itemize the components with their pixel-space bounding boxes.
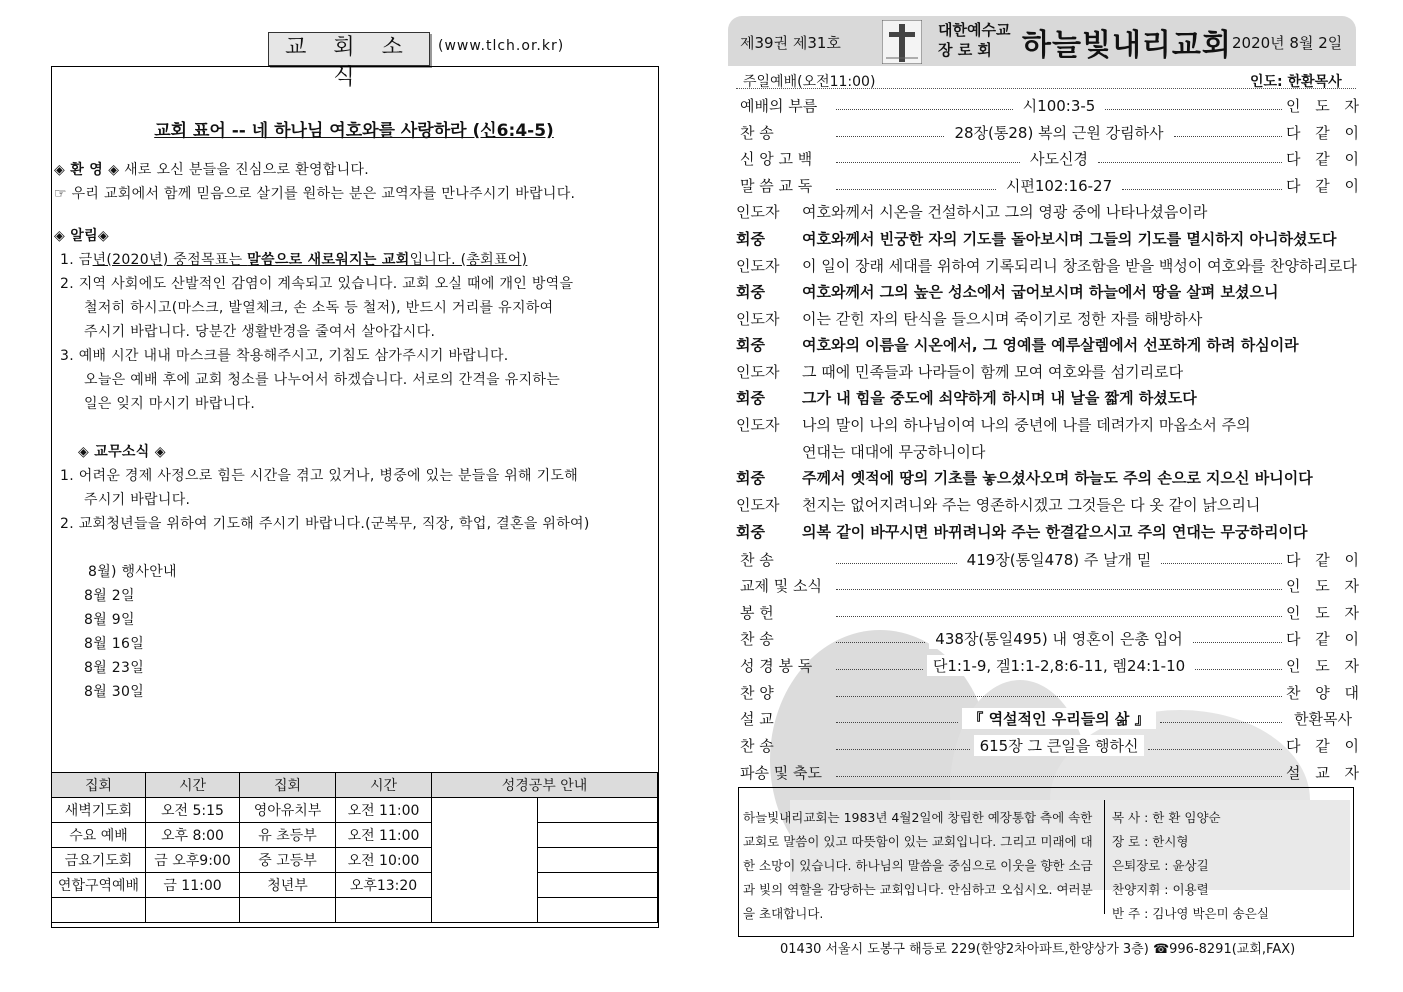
reading-line: 인도자 그 때에 민족들과 나라들이 함께 모여 여호와를 섬기리로다 [736, 363, 1184, 381]
church-motto: 교회 표어 -- 네 하나님 여호와를 사랑하라 (신6:4-5) [154, 121, 554, 141]
notice-3c: 일은 잊지 마시기 바랍니다. [84, 396, 256, 412]
reading-line: 회중 의복 같이 바꾸시면 바뀌려니와 주는 한결같으시고 주의 연대는 무궁하리이다 [736, 523, 1308, 541]
affairs-2: 2. 교회청년들을 위하여 기도해 주시기 바랍니다.(군복무, 직장, 학업, 결혼을 위하여) [60, 516, 590, 532]
church-url: (www.tlch.or.kr) [438, 38, 565, 54]
bulletin-date: 2020년 8월 2일 [1232, 34, 1343, 52]
service-title: 주일예배(오전11:00) [743, 74, 876, 90]
bible-study-cell [538, 848, 658, 873]
table-row [52, 873, 658, 898]
table-cell: 오전 11:00 [336, 798, 432, 823]
notice-heading: ◈ 알림◈ [54, 228, 109, 244]
table-header: 집회 [52, 773, 146, 798]
order-item: 교제 및 소식 인 도 자 [740, 576, 1365, 595]
table-cell: 유 초등부 [240, 823, 336, 848]
denomination: 대한예수교 장 로 회 [938, 21, 1011, 59]
table-cell: 중 고등부 [240, 848, 336, 873]
table-cell: 오전 10:00 [336, 848, 432, 873]
table-cell: 금 오후9:00 [146, 848, 240, 873]
church-name: 하늘빛내리교회 [1022, 28, 1232, 63]
notice-2b: 철저히 하시고(마스크, 발열체크, 손 소독 등 철저), 반드시 거리를 유지하여 [84, 300, 554, 316]
table-cell: 연합구역예배 [52, 873, 146, 898]
reading-line: 인도자 나의 말이 나의 하나님이여 나의 중년에 나를 데려가지 마옵소서 주의 [736, 416, 1251, 434]
reading-line: 연대는 대대에 무궁하니이다 [802, 443, 986, 461]
table-cell: 금 11:00 [146, 873, 240, 898]
table-cell [146, 898, 240, 923]
table-row [52, 898, 658, 923]
order-item: 예배의 부름 시100:3-5 인 도 자 [740, 96, 1365, 115]
reading-line: 인도자 이 일이 장래 세대를 위하여 기록되리니 창조함을 받을 백성이 여호와를 찬양하리로다 [736, 257, 1357, 275]
order-item: 찬 송 438장(통일495) 내 영혼이 은총 입어 다 같 이 [740, 629, 1365, 648]
table-cell: 청년부 [240, 873, 336, 898]
table-header: 집회 [240, 773, 336, 798]
reading-line: 인도자 천지는 없어지려니와 주는 영존하시겠고 그것들은 다 옷 같이 낡으리니 [736, 496, 1261, 514]
event-item: 8월 16일 [84, 636, 145, 652]
table-cell [240, 898, 336, 923]
staff-item: 찬양지휘 : 이용렬 [1112, 882, 1209, 897]
table-cell: 금요기도회 [52, 848, 146, 873]
event-item: 8월 2일 [84, 588, 135, 604]
welcome-section: ◈ 환 영 ◈ 새로 오신 분들을 진심으로 환영합니다. [54, 162, 369, 178]
schedule-table [51, 772, 658, 923]
table-header: 시간 [336, 773, 432, 798]
reading-line: 회중 그가 내 힘을 중도에 쇠약하게 하시며 내 날을 짧게 하셨도다 [736, 389, 1197, 407]
cross-logo-icon [882, 20, 922, 64]
bible-study-cell [538, 873, 658, 898]
order-item: 찬 송 419장(통일478) 주 날개 밑 다 같 이 [740, 550, 1365, 569]
notice-2a: 2. 지역 사회에도 산발적인 감염이 계속되고 있습니다. 교회 오실 때에 개인 방역을 [60, 276, 574, 292]
order-item: 파송 및 축도 설 교 자 [740, 763, 1365, 782]
notice-3b: 오늘은 예배 후에 교회 청소를 나누어서 하겠습니다. 서로의 간격을 유지하는 [84, 372, 561, 388]
church-address: 01430 서울시 도봉구 해등로 229(한양2차아파트,한양상가 3층) ☎996-8291(교회,FAX) [780, 942, 1296, 957]
service-leader: 인도: 한환목사 [1250, 74, 1342, 90]
notice-3a: 3. 예배 시간 내내 마스크를 착용해주시고, 기침도 삼가주시기 바랍니다. [60, 348, 509, 364]
table-cell [52, 898, 146, 923]
table-cell: 새벽기도회 [52, 798, 146, 823]
bible-study-cell [538, 823, 658, 848]
bible-study-cell [432, 798, 538, 923]
notice-1: 1. 금년(2020년) 중점목표는 말씀으로 새로워지는 교회입니다. (총회표어) [60, 252, 528, 268]
order-item: 설 교 『 역설적인 우리들의 삶 』 한환목사 [740, 709, 1352, 728]
events-heading: 8월) 행사안내 [88, 564, 177, 580]
divider [1104, 800, 1105, 914]
table-cell [336, 898, 432, 923]
table-cell: 오후 8:00 [146, 823, 240, 848]
bible-study-cell [538, 798, 658, 823]
staff-list [1112, 806, 1269, 926]
table-cell: 오전 11:00 [336, 823, 432, 848]
reading-line: 회중 여호와께서 그의 높은 성소에서 굽어보시며 하늘에서 땅을 살펴 보셨으니 [736, 283, 1279, 301]
table-row [52, 848, 658, 873]
reading-line: 회중 여호와께서 빈궁한 자의 기도를 돌아보시며 그들의 기도를 멸시하지 아니하셨도다 [736, 230, 1337, 248]
table-cell: 영아유치부 [240, 798, 336, 823]
order-item: 말 씀 교 독 시편102:16-27 다 같 이 [740, 176, 1365, 195]
church-news-title: 교 회 소 식 [268, 32, 430, 66]
staff-item: 반 주 : 김나영 박은미 송은실 [1112, 906, 1269, 921]
welcome-line2: ☞ 우리 교회에서 함께 믿음으로 살기를 원하는 분은 교역자를 만나주시기 바랍니다. [54, 186, 576, 202]
volume-number: 제39권 제31호 [740, 34, 841, 52]
event-item: 8월 9일 [84, 612, 135, 628]
table-cell: 오전 5:15 [146, 798, 240, 823]
table-row [52, 823, 658, 848]
order-item: 봉 헌 인 도 자 [740, 603, 1365, 622]
order-item: 찬 송 28장(통28) 복의 근원 강림하사 다 같 이 [740, 123, 1365, 142]
reading-line: 인도자 이는 갇힌 자의 탄식을 들으시며 죽이기로 정한 자를 해방하사 [736, 310, 1203, 328]
reading-line: 회중 여호와의 이름을 시온에서, 그 영예를 예루살렘에서 선포하게 하려 하심이라 [736, 336, 1299, 354]
order-item: 찬 송 615장 그 큰일을 행하신 다 같 이 [740, 736, 1365, 755]
event-item: 8월 30일 [84, 684, 145, 700]
affairs-heading: ◈ 교무소식 ◈ [78, 444, 166, 460]
reading-line: 인도자 여호와께서 시온을 건설하시고 그의 영광 중에 나타나셨음이라 [736, 203, 1208, 221]
church-intro: 하늘빛내리교회는 1983년 4월2일에 창립한 예장통합 측에 속한 교회로 말씀이 있고 따뜻함이 있는 교회입니다. 그리고 미래에 대한 소망이 있습니다. 하나님의 말씀을 중심으로 이웃을 향한 소금과 빛의 역할을 감당하는 교회입니다. 안심하고 오십시오. 여러분을 초대합니다. [743, 810, 1093, 921]
reading-line: 회중 주께서 옛적에 땅의 기초를 놓으셨사오며 하늘도 주의 손으로 지으신 바니이다 [736, 469, 1313, 487]
table-row [52, 798, 658, 823]
affairs-1a: 1. 어려운 경제 사정으로 힘든 시간을 겪고 있거나, 병중에 있는 분들을 위해 기도해 [60, 468, 579, 484]
order-item: 성 경 봉 독 단1:1-9, 겔1:1-2,8:6-11, 렘24:1-10 인 도 자 [740, 656, 1365, 675]
notice-2c: 주시기 바랍니다. 당분간 생활반경을 줄여서 살아갑시다. [84, 324, 436, 340]
table-header: 성경공부 안내 [432, 773, 658, 798]
affairs-1b: 주시기 바랍니다. [84, 492, 191, 508]
table-header-row [52, 773, 658, 798]
divider [736, 88, 1356, 89]
table-cell: 오후13:20 [336, 873, 432, 898]
event-item: 8월 23일 [84, 660, 145, 676]
table-cell: 수요 예배 [52, 823, 146, 848]
order-item: 신 앙 고 백 사도신경 다 같 이 [740, 149, 1365, 168]
staff-item: 은퇴장로 : 윤상길 [1112, 858, 1209, 873]
order-item: 찬 양 찬 양 대 [740, 683, 1365, 702]
bible-study-cell [538, 898, 658, 923]
staff-item: 장 로 : 한시형 [1112, 834, 1189, 849]
staff-item: 목 사 : 한 환 임양순 [1112, 810, 1221, 825]
table-header: 시간 [146, 773, 240, 798]
